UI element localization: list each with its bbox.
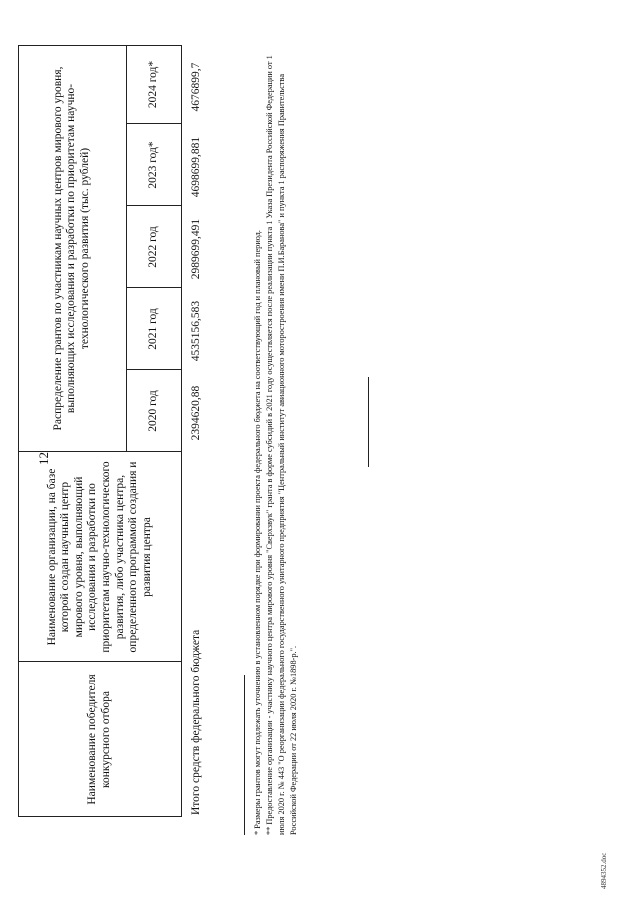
header-organization: Наименование организации, на базе которой создан научный центр мирового уровня, выполняющий исследования и разработки по приоритетам научно-технологического развития, либо участника центра, определенного программой создания и развития центра (45, 461, 153, 653)
total-2022: 2989699,491 (190, 218, 202, 280)
year-2023: 2023 год* (147, 141, 160, 189)
footnote-2: ** Предоставление организации - участнику научного центра мирового уровня "Сверхзвук" гранта в форме субсидий в 2021 году осуществляется после реализации пункта 1 Указа Президента Российской Федерации от 1 июля 2020 г. № 443 "О реорганизации федерального государственного унитарного предприятия "Центральный институт авиационного моторостроения имени П.И.Баранова" и пункта 1 распоряжения Правительства Российской Федерации от 22 июля 2020 г. №1898-р.". (265, 55, 299, 835)
header-grants: Распределение грантов по участникам научных центров мирового уровня, выполняющих исследования и разработки по приоритетам научно-технологического развития (тыс. рублей) (51, 66, 91, 431)
year-2024: 2024 год* (147, 60, 160, 109)
total-2020: 2394620,88 (190, 385, 202, 441)
grants-table (18, 45, 182, 817)
year-2021: 2021 год (147, 308, 160, 350)
footnote-rule (244, 675, 245, 835)
total-2024: 4676899,7 (190, 62, 202, 112)
total-2023: 4698699,881 (190, 136, 202, 198)
total-label: Итого средств федерального бюджета (190, 629, 202, 815)
footnotes (252, 45, 300, 835)
header-winner: Наименование победителя конкурсного отбора (86, 674, 112, 805)
section-separator (368, 377, 369, 467)
footnote-1: * Размеры грантов могут подлежать уточнению в установленном порядке при формировании проекта федерального бюджета на соответствующий год и плановый период. (253, 230, 262, 835)
year-2022: 2022 год (147, 226, 160, 268)
file-id: 4894352.doc (600, 852, 608, 889)
total-2021: 4535156,583 (190, 300, 202, 362)
page-number: 12 (36, 452, 51, 465)
year-2020: 2020 год (147, 390, 160, 432)
